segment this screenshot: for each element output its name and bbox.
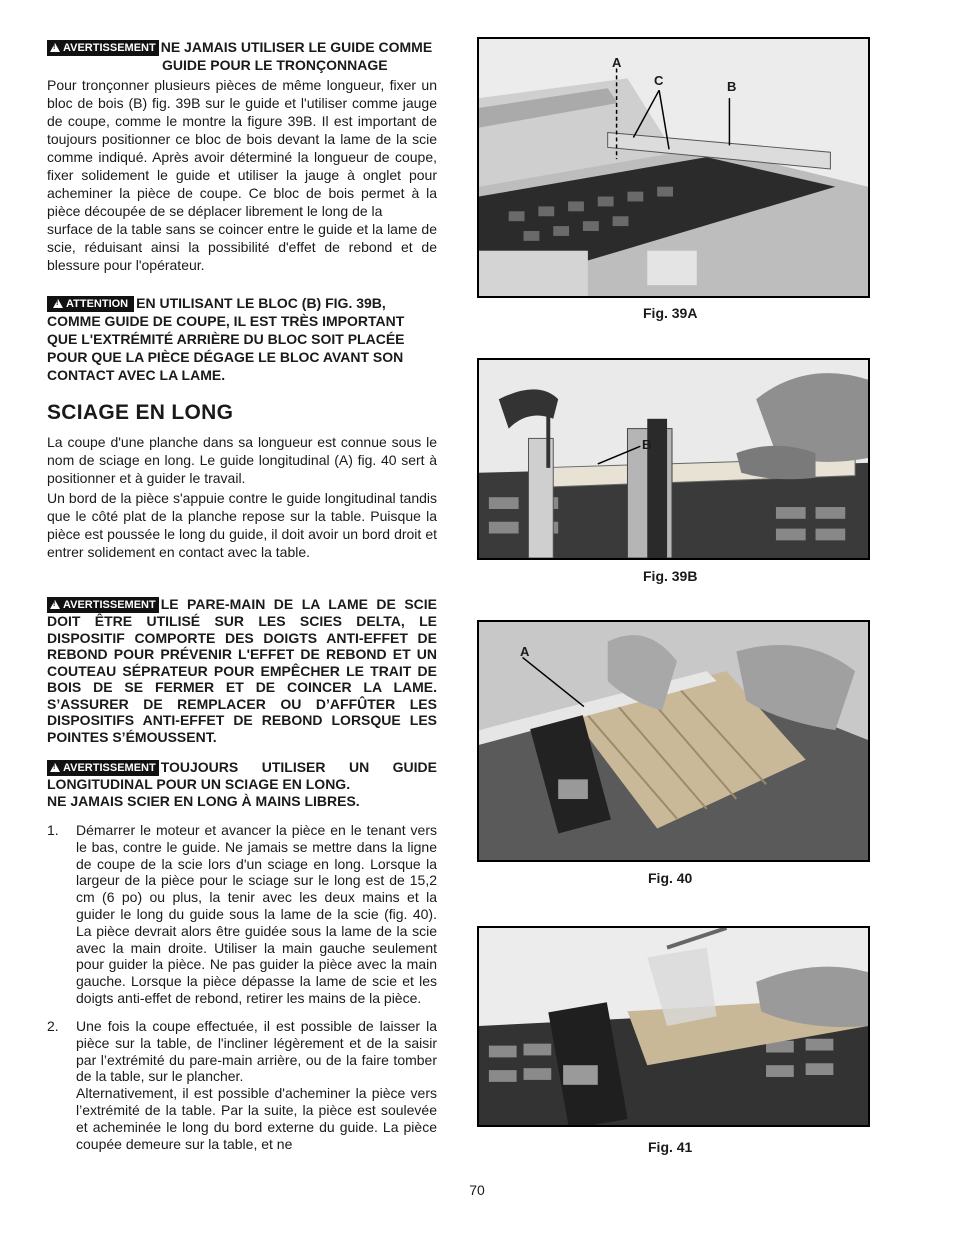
attention-badge: !ATTENTION bbox=[47, 296, 134, 312]
figure-40-caption: Fig. 40 bbox=[648, 870, 693, 886]
warning-heading: !AVERTISSEMENT NE JAMAIS UTILISER LE GUIDE COMME GUIDE POUR LE TRONÇONNAGE bbox=[47, 38, 437, 74]
list-text: Démarrer le moteur et avancer la pièce en le tenant vers le bas, contre le guide. Ne jamais se mettre dans la ligne de coupe de la scie lors d'un sciage en long. Lorsque la largeur de la pièce pour le sciage sur le long est de 15,2 cm (6 po) ou plus, la tenir avec les deux mains et la guider le long du guide sous la lame de la scie (fig. 40). La pièce devrait alors être guidée sous la lame de la scie avec la main droite. Utiliser la main gauche seulement pour guider la pièce. Ne pas guider la pièce avec la main gauche. Lorsque la pièce dépasse la lame de scie et les doigts anti-effet de rebond, retirer les mains de la pièce. bbox=[76, 822, 437, 1006]
warning-paragraph: Pour tronçonner plusieurs pièces de même longueur, fixer un bloc de bois (B) fig. 39B sur le guide et l'utiliser comme jauge de coupe, comme le montre la figure 39B. Il est important de toujours positionner ce bloc de bois devant la lame de la scie comme indiqué. Après avoir déterminé la longueur de coupe, fixer solidement le guide et utiliser la jauge à onglet pour acheminer la pièce de coupe. Ce bloc de bois permet à la pièce découpée de se déplacer librement le long de la bbox=[47, 77, 437, 219]
warning-triangle-icon bbox=[53, 299, 63, 308]
figure-41-caption: Fig. 41 bbox=[648, 1139, 693, 1155]
figure-39b-image bbox=[477, 358, 870, 560]
figure-label-a: A bbox=[520, 644, 530, 659]
figure-40-image bbox=[477, 620, 870, 862]
section-paragraph-1: La coupe d'une planche dans sa longueur est connue sous le nom de sciage en long. Le guide longitudinal (A) fig. 40 sert à positionner et à guider le travail. bbox=[47, 434, 437, 486]
figure-label-a: A bbox=[612, 55, 622, 70]
list-text: Une fois la coupe effectuée, il est possible de laisser la pièce sur la table, de l'incliner légèrement et de la saisir par l’extrémité du pare-main arrière, ou de la faire tomber de la table, sur le plancher. Alternativement, il est possible d'acheminer la pièce vers l’extrémité de la table. Par la suite, la pièce est soulevée et acheminée le long du bord externe du guide. La pièce coupée demeure sur la table, et ne bbox=[76, 1018, 437, 1152]
page-number: 70 bbox=[469, 1182, 485, 1198]
warning-triangle-icon bbox=[50, 43, 60, 52]
figure-39a-caption: Fig. 39A bbox=[643, 305, 698, 321]
figure-41-image bbox=[477, 926, 870, 1127]
list-number: 2. bbox=[47, 1018, 59, 1034]
warning-badge: !AVERTISSEMENT bbox=[47, 597, 159, 613]
warning-block-crosscut bbox=[47, 38, 437, 274]
section-paragraph-2: Un bord de la pièce s'appuie contre le guide longitudinal tandis que le côté plat de la planche repose sur la table. Puisque la pièce est poussée le long du guide, il doit avoir un bord droit et entrer solidement en contact avec la table. bbox=[47, 490, 437, 560]
list-number: 1. bbox=[47, 822, 59, 838]
warning-block-rip-fence: !AVERTISSEMENT TOUJOURS UTILISER UN GUIDE LONGITUDINAL POUR UN SCIAGE EN LONG. NE JAMAIS SCIER EN LONG À MAINS LIBRES. bbox=[47, 759, 437, 810]
section-title: SCIAGE EN LONG bbox=[47, 401, 234, 424]
warning-badge: !AVERTISSEMENT bbox=[47, 40, 159, 56]
figure-label-b: B bbox=[642, 437, 652, 452]
figure-39b-caption: Fig. 39B bbox=[643, 568, 698, 584]
warning-block-blade-guard: !AVERTISSEMENT LE PARE-MAIN DE LA LAME DE SCIE DOIT ÊTRE UTILISÉ SUR LES SCIES DELTA, LE DISPOSITIF COMPORTE DES DOIGTS ANTI-EFFET DE REBOND POUR PRÉVENIR L'EFFET DE REBOND ET UN COUTEAU SÉPRATEUR POUR EMPÊCHER LE TRAIT DE BOIS DE SE FERMER ET DE COINCER LA LAME. S’ASSURER DE REMPLACER OU D’AFFÛTER LES DISPOSITIFS ANTI-EFFET DE REBOND LORSQUE LES POINTES S’ÉMOUSSENT. bbox=[47, 596, 437, 745]
warning-paragraph-continued: surface de la table sans se coincer entre le guide et la lame de scie, réduisant ainsi la possibilité d'effet de rebond et de blessure pour l'opérateur. bbox=[47, 221, 437, 273]
figure-39a-image bbox=[477, 37, 870, 298]
figure-label-c: C bbox=[654, 73, 664, 88]
warning-badge: !AVERTISSEMENT bbox=[47, 760, 159, 776]
warning-triangle-icon bbox=[50, 600, 60, 609]
figure-label-b: B bbox=[727, 79, 737, 94]
attention-block: !ATTENTION EN UTILISANT LE BLOC (B) FIG. 39B, COMME GUIDE DE COUPE, IL EST TRÈS IMPORTANT QUE L'EXTRÉMITÉ ARRIÈRE DU BLOC SOIT PLACÉE POUR QUE LA PIÈCE DÉGAGE LE BLOC AVANT SON CONTACT AVEC LA LAME. bbox=[47, 294, 437, 384]
warning-triangle-icon bbox=[50, 763, 60, 772]
